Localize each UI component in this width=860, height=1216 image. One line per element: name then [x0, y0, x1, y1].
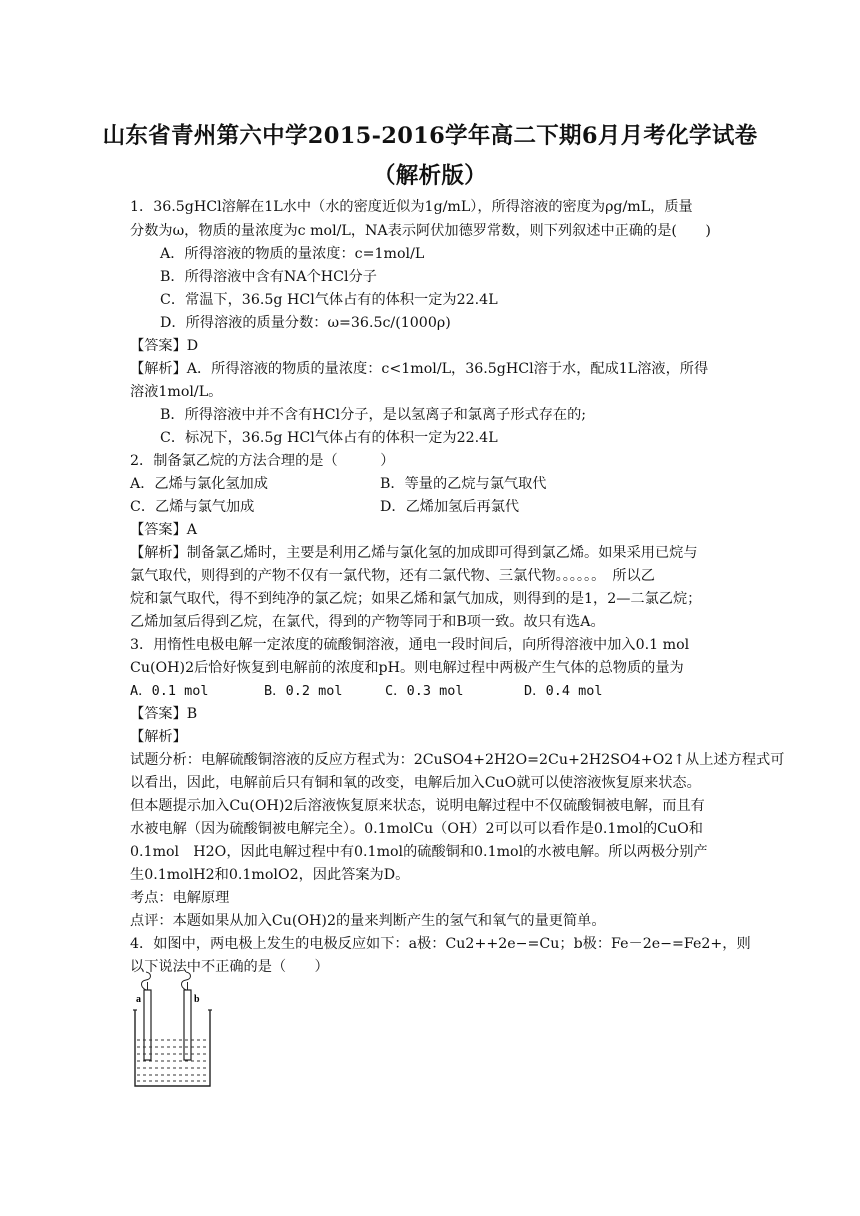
q2-analysis-line-1: 【解析】制备氯乙烯时，主要是利用乙烯与氯化氢的加成即可得到氯乙烯。如果采用已烷与 [130, 545, 698, 561]
q4-stem-line-2: 以下说法中不正确的是（ ） [130, 959, 329, 975]
q2-option-c: C．乙烯与氯气加成 [130, 499, 255, 515]
q2-option-d: D．乙烯加氢后再氯代 [380, 499, 520, 515]
q2-analysis-line-2: 氯气取代，则得到的产物不仅有一氯代物，还有二氯代物、三氯代物。。。。。。 所以乙 [130, 568, 655, 584]
q3-stem-line-2: Cu(OH)2后恰好恢复到电解前的浓度和pH。则电解过程中两极产生气体的总物质的量为 [130, 660, 684, 676]
q1-stem-line-1: 1．36.5gHCl溶解在1L水中（水的密度近似为1g/mL），所得溶液的密度为ρg/mL，质量 [130, 199, 693, 215]
electrolysis-cell-figure [130, 970, 220, 1099]
q1-answer: 【答案】D [130, 338, 199, 354]
q2-stem: 2．制备氯乙烷的方法合理的是（ ） [130, 453, 395, 469]
q3-comment: 点评：本题如果从加入Cu(OH)2的量来判断产生的氢气和氧气的量更简单。 [130, 913, 606, 929]
q4-stem-line-1: 4．如图中，两电极上发生的电极反应如下：a极：Cu2++2e−=Cu；b极：Fe－2e−=Fe2+，则 [130, 936, 751, 952]
q1-option-a: A．所得溶液的物质的量浓度：c=1mol/L [160, 246, 425, 262]
electrode-b-label: b [194, 994, 200, 1005]
q3-analysis-line-4: 水被电解（因为硫酸铜被电解完全）。0.1molCu（OH）2可以可以看作是0.1mol的CuO和 [130, 821, 703, 837]
q2-option-b: B．等量的乙烷与氯气取代 [380, 476, 547, 492]
electrode-a-label: a [136, 994, 141, 1005]
q3-answer: 【答案】B [130, 706, 198, 722]
q3-option-a: A．0.1 mol [130, 683, 209, 699]
q3-analysis-line-3: 但本题提示加入Cu(OH)2后溶液恢复原来状态，说明电解过程中不仅硫酸铜被电解，而且有 [130, 798, 705, 814]
q1-analysis-line-4: C．标况下，36.5g HCl气体占有的体积一定为22.4L [160, 430, 498, 446]
q1-option-d: D．所得溶液的质量分数：ω=36.5c/(1000ρ) [160, 315, 451, 331]
q3-analysis-line-5: 0.1mol H2O，因此电解过程中有0.1mol的硫酸铜和0.1mol的水被电解。所以两极分别产 [130, 844, 708, 860]
title-line-2: （解析版） [372, 163, 487, 189]
q3-stem-line-1: 3．用惰性电极电解一定浓度的硫酸铜溶液，通电一段时间后，向所得溶液中加入0.1 mol [130, 637, 690, 653]
q1-analysis-line-1: 【解析】A．所得溶液的物质的量浓度：c<1mol/L，36.5gHCl溶于水，配成1L溶液，所得 [130, 361, 709, 377]
title-line-1: 山东省青州第六中学2015-2016学年高二下期6月月考化学试卷 [102, 123, 758, 149]
q2-answer: 【答案】A [130, 522, 197, 538]
q1-option-c: C．常温下，36.5g HCl气体占有的体积一定为22.4L [160, 292, 498, 308]
q1-option-b: B．所得溶液中含有NA个HCl分子 [160, 269, 377, 285]
q3-point: 考点：电解原理 [130, 890, 230, 906]
q1-analysis-line-3: B．所得溶液中并不含有HCl分子，是以氢离子和氯离子形式存在的; [160, 407, 587, 423]
q3-analysis-label: 【解析】 [130, 729, 187, 745]
q3-option-b: B．0.2 mol [264, 683, 343, 699]
q3-analysis-line-6: 生0.1molH2和0.1molO2，因此答案为D。 [130, 867, 410, 883]
q3-option-d: D．0.4 mol [524, 683, 603, 699]
q3-analysis-line-2: 以看出，因此，电解前后只有铜和氧的改变，电解后加入CuO就可以使溶液恢复原来状态。 [130, 775, 701, 791]
q3-analysis-line-1: 试题分析：电解硫酸铜溶液的反应方程式为：2CuSO4+2H2O=2Cu+2H2SO4+O2↑从上述方程式可 [130, 752, 785, 768]
q1-analysis-line-2: 溶液1mol/L。 [130, 384, 223, 400]
q2-analysis-line-4: 乙烯加氢后得到乙烷，在氯代，得到的产物等同于和B项一致。故只有选A。 [130, 614, 605, 630]
q3-option-c: C．0.3 mol [385, 683, 464, 699]
q2-option-a: A．乙烯与氯化氢加成 [130, 476, 268, 492]
q1-stem-line-2: 分数为ω，物质的量浓度为c mol/L，NA表示阿伏加德罗常数，则下列叙述中正确的是( ) [130, 223, 711, 239]
q2-analysis-line-3: 烷和氯气取代，得不到纯净的氯乙烷；如果乙烯和氯气加成，则得到的是1，2—二氯乙烷； [130, 591, 702, 607]
